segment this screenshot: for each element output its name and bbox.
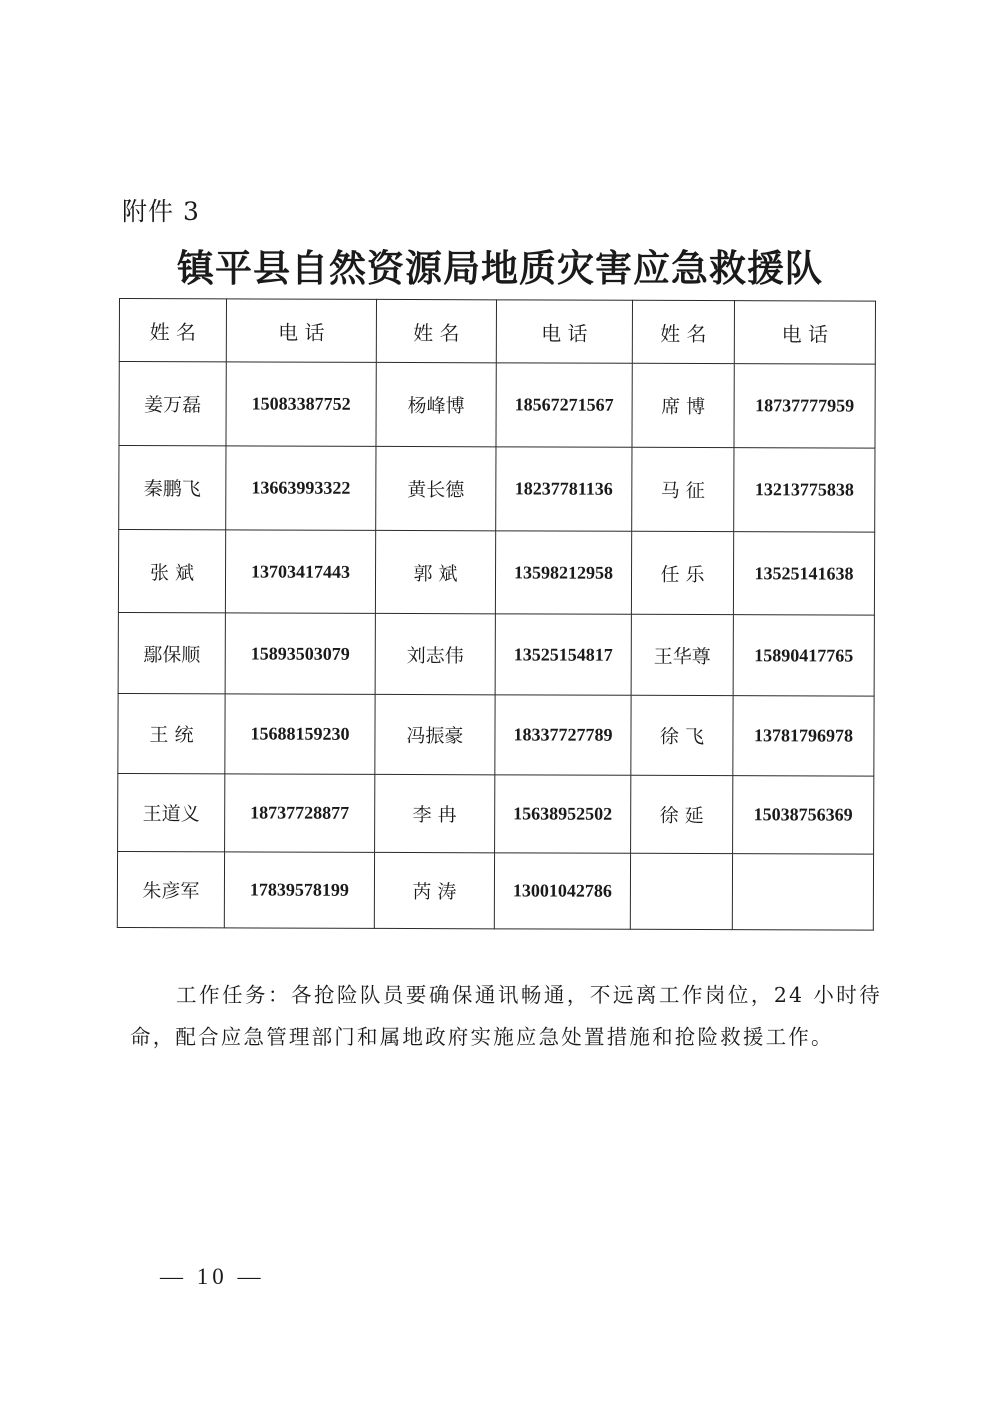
member-phone: 18237781136 bbox=[496, 447, 632, 531]
member-name: 任 乐 bbox=[631, 531, 733, 614]
member-phone: 15893503079 bbox=[225, 613, 375, 695]
member-phone: 13598212958 bbox=[495, 531, 631, 614]
member-name: 杨峰博 bbox=[376, 362, 496, 446]
member-name: 黄长德 bbox=[376, 446, 496, 530]
header-phone: 电 话 bbox=[734, 301, 875, 364]
member-phone: 18737777959 bbox=[734, 364, 875, 448]
table-row bbox=[118, 530, 874, 616]
table-row bbox=[119, 362, 875, 449]
member-phone: 18337727789 bbox=[495, 695, 631, 775]
member-name: 姜万磊 bbox=[119, 362, 226, 446]
attachment-label: 附件 3 bbox=[122, 197, 200, 226]
table-row bbox=[118, 693, 874, 776]
member-name: 徐 飞 bbox=[631, 695, 733, 775]
header-name: 姓 名 bbox=[632, 300, 734, 363]
header-name: 姓 名 bbox=[376, 299, 496, 362]
header-phone: 电 话 bbox=[496, 300, 632, 363]
member-phone: 15083387752 bbox=[226, 362, 376, 447]
member-phone: 17839578199 bbox=[224, 852, 374, 929]
table-row bbox=[119, 446, 875, 533]
member-name: 朱彦军 bbox=[117, 851, 224, 927]
member-name: 芮 涛 bbox=[374, 852, 494, 928]
member-name: 秦鹏飞 bbox=[119, 446, 226, 530]
member-phone: 15890417765 bbox=[733, 615, 874, 696]
member-name: 刘志伟 bbox=[375, 613, 495, 694]
header-phone: 电 话 bbox=[226, 299, 376, 363]
member-phone: 13703417443 bbox=[225, 530, 375, 614]
page-number: — 10 — bbox=[160, 1264, 265, 1289]
member-name: 鄢保顺 bbox=[118, 612, 225, 693]
member-phone: 13001042786 bbox=[494, 853, 630, 929]
empty-cell bbox=[630, 853, 732, 929]
member-phone: 13525141638 bbox=[733, 532, 874, 615]
work-task-paragraph: 工作任务：各抢险队员要确保通讯畅通，不远离工作岗位，24 小时待命，配合应急管理部门和属地政府实施应急处置措施和抢险救援工作。 bbox=[130, 983, 882, 1049]
member-name: 徐 延 bbox=[631, 775, 733, 853]
member-phone: 18567271567 bbox=[496, 363, 632, 447]
member-name: 李 冉 bbox=[375, 774, 495, 852]
empty-cell bbox=[732, 854, 873, 930]
member-phone: 15638952502 bbox=[495, 775, 631, 853]
member-phone: 18737728877 bbox=[225, 774, 375, 853]
page-title: 镇平县自然资源局地质灾害应急救援队 bbox=[177, 246, 823, 290]
rescue-team-table bbox=[117, 298, 876, 931]
member-name: 张 斌 bbox=[118, 530, 225, 613]
member-phone: 13213775838 bbox=[734, 448, 875, 532]
member-name: 冯振豪 bbox=[375, 694, 495, 774]
header-name: 姓 名 bbox=[119, 299, 226, 362]
member-name: 王华尊 bbox=[631, 614, 733, 695]
table-row bbox=[117, 851, 873, 930]
member-phone: 13663993322 bbox=[226, 446, 376, 531]
member-name: 王道义 bbox=[118, 773, 225, 851]
member-name: 席 博 bbox=[632, 363, 734, 447]
member-name: 郭 斌 bbox=[375, 530, 495, 613]
member-phone: 13525154817 bbox=[495, 614, 631, 695]
table-header-row bbox=[119, 299, 875, 365]
member-name: 马 征 bbox=[632, 447, 734, 531]
table-row bbox=[118, 612, 874, 696]
member-phone: 13781796978 bbox=[733, 696, 874, 776]
table-row bbox=[118, 773, 874, 854]
member-name: 王 统 bbox=[118, 693, 225, 773]
member-phone: 15688159230 bbox=[225, 694, 375, 775]
member-phone: 15038756369 bbox=[733, 776, 874, 854]
